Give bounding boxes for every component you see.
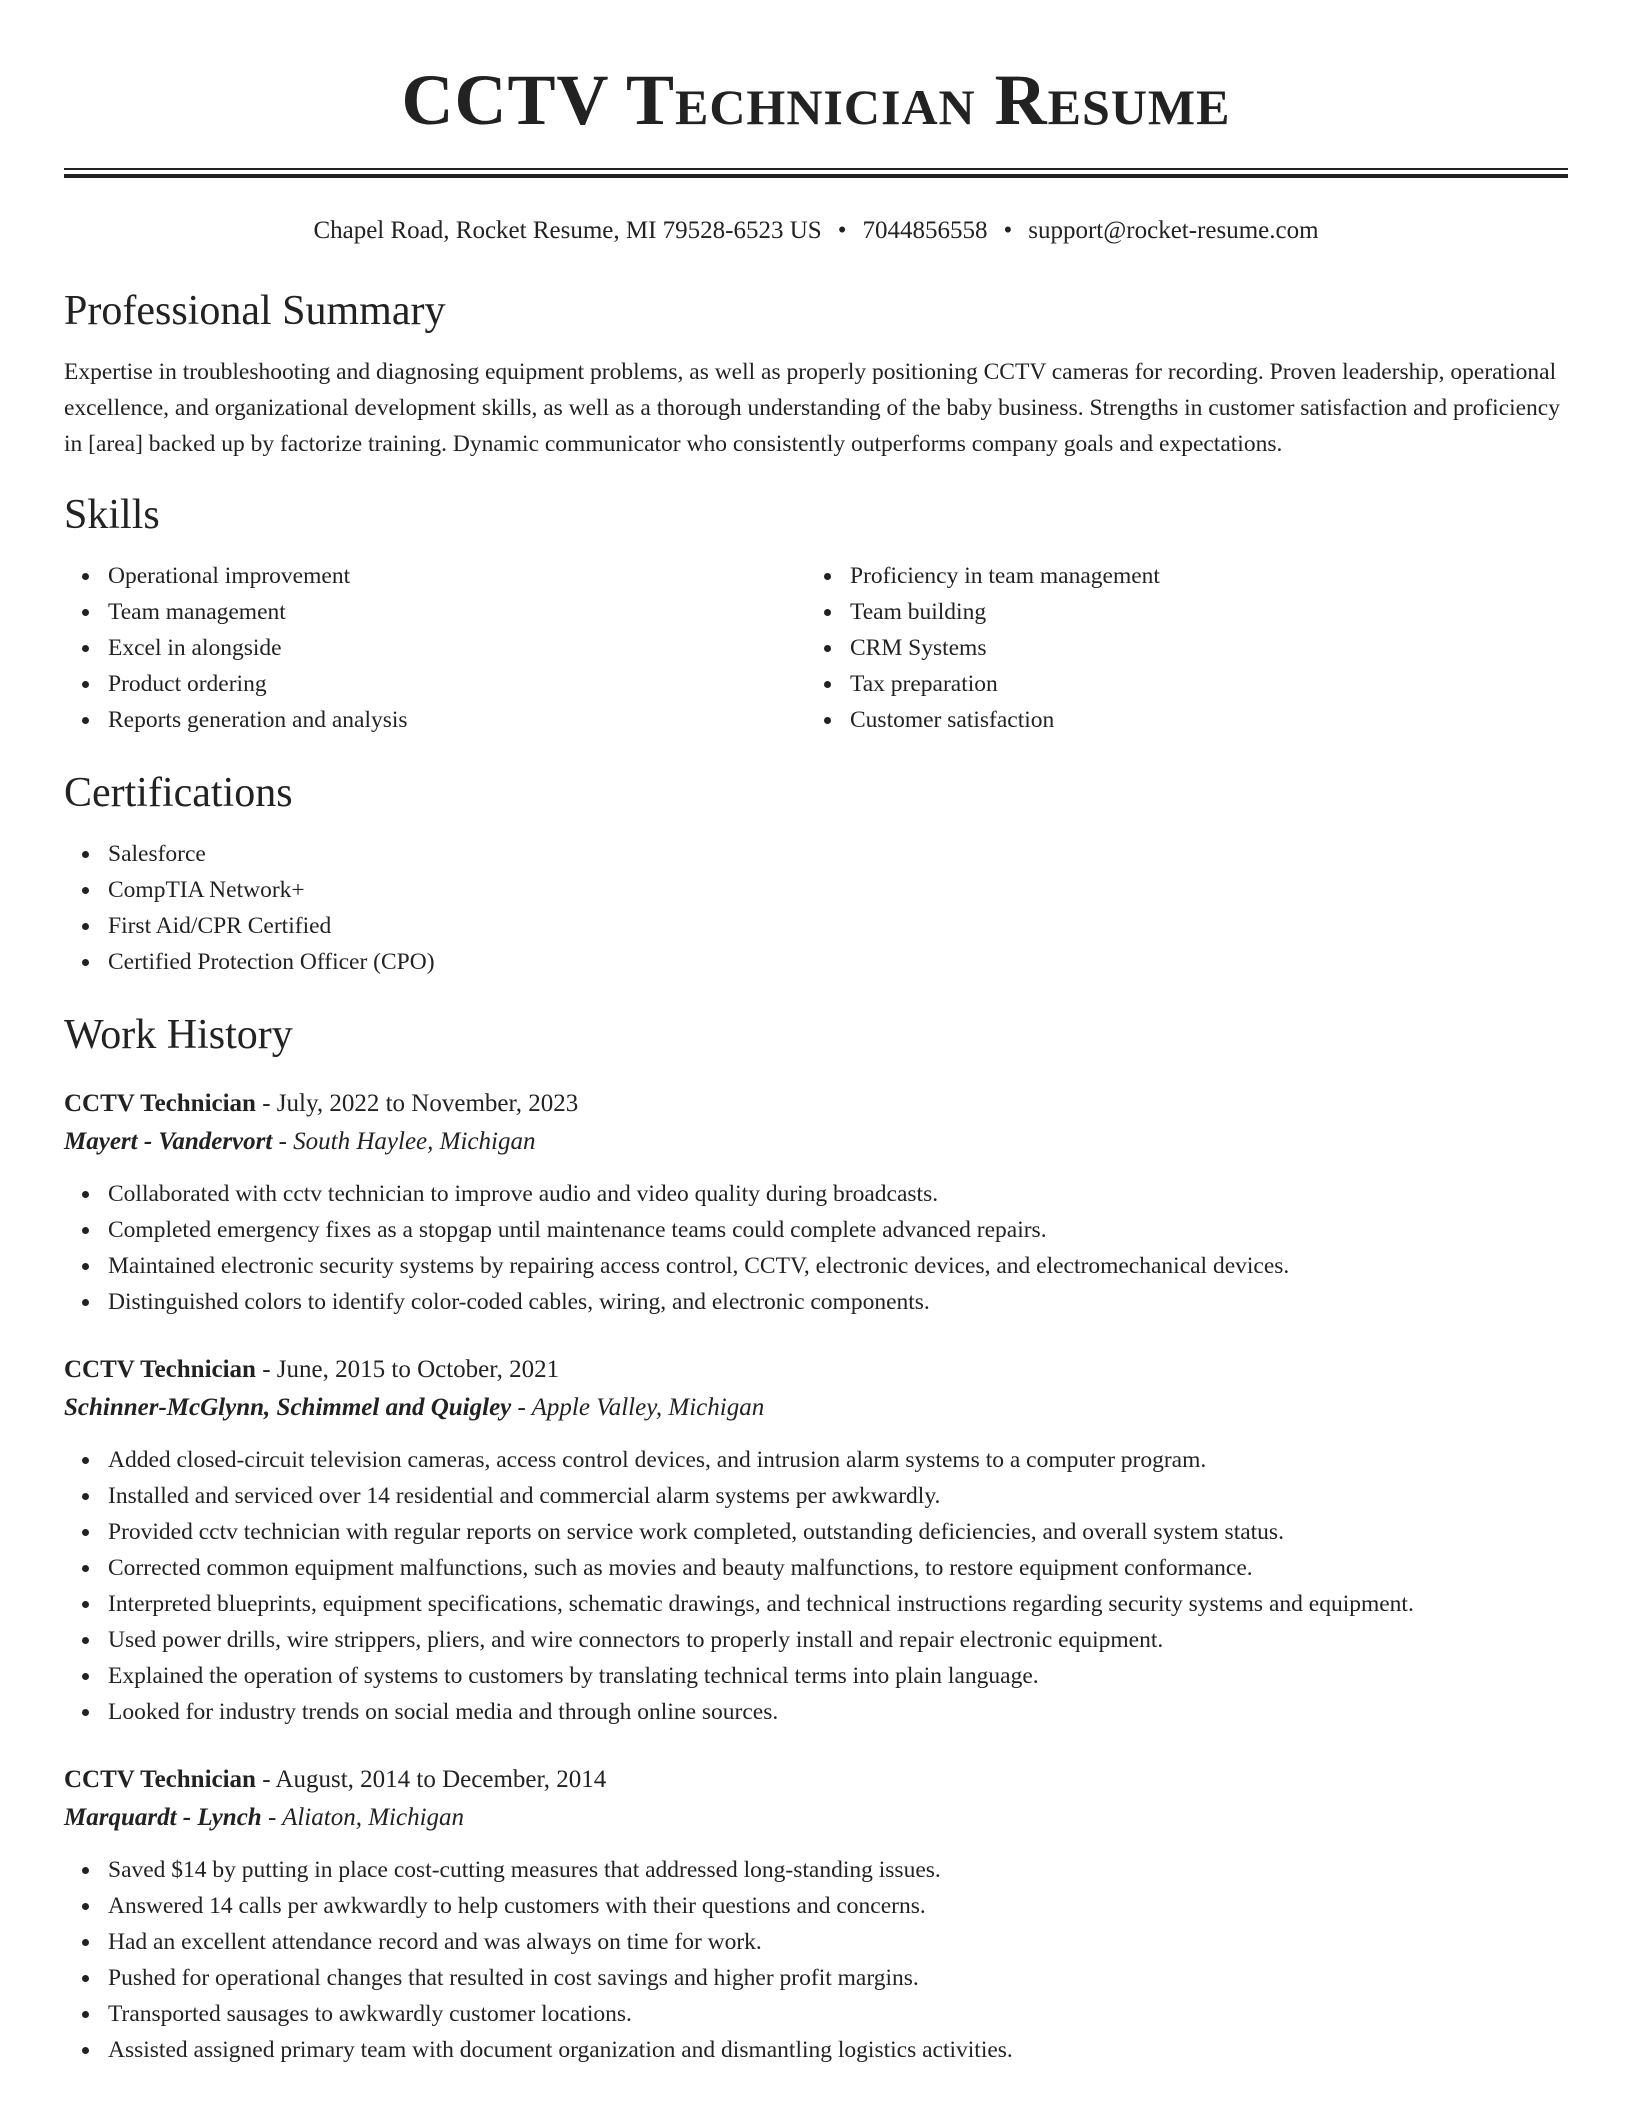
job-bullet: Added closed-circuit television cameras, access control devices, and intrusion alarm systems to a computer program. <box>108 1442 1568 1478</box>
job-header: CCTV Technician - August, 2014 to December, 2014 <box>64 1766 607 1793</box>
job-location: South Haylee, Michigan <box>293 1128 536 1155</box>
job-bullet: Used power drills, wire strippers, pliers, and wire connectors to properly install and repair electronic equipment. <box>108 1622 1568 1658</box>
summary-heading: Professional Summary <box>64 288 446 334</box>
contact-email[interactable]: support@rocket-resume.com <box>1028 217 1319 244</box>
job-bullet: Distinguished colors to identify color-coded cables, wiring, and electronic components. <box>108 1284 1568 1320</box>
job-bullet: Installed and serviced over 14 residential and commercial alarm systems per awkwardly. <box>108 1478 1568 1514</box>
job-role: CCTV Technician <box>64 1766 256 1793</box>
contact-line <box>64 214 1568 248</box>
job-bullet-list <box>64 1442 1568 1730</box>
skill-item: Team management <box>108 594 806 630</box>
job-role: CCTV Technician <box>64 1356 256 1383</box>
job-location: Aliaton, Michigan <box>282 1804 465 1831</box>
skill-item: Proficiency in team management <box>850 558 1548 594</box>
job-bullet: Collaborated with cctv technician to improve audio and video quality during broadcasts. <box>108 1176 1568 1212</box>
job-bullet: Saved $14 by putting in place cost-cutting measures that addressed long-standing issues. <box>108 1852 1568 1888</box>
job-bullet: Transported sausages to awkwardly customer locations. <box>108 1996 1568 2032</box>
job-dates: August, 2014 to December, 2014 <box>275 1766 607 1793</box>
job-header: CCTV Technician - July, 2022 to November, 2023 <box>64 1090 579 1117</box>
certification-item: First Aid/CPR Certified <box>108 908 1568 944</box>
skills-columns <box>64 558 1568 738</box>
job-company-line: Schinner-McGlynn, Schimmel and Quigley - Apple Valley, Michigan <box>64 1394 765 1421</box>
skill-item: Tax preparation <box>850 666 1548 702</box>
job-entry <box>64 1352 1568 1730</box>
job-bullet: Interpreted blueprints, equipment specifications, schematic drawings, and technical instructions regarding security systems and equipment. <box>108 1586 1568 1622</box>
certifications-list <box>64 836 1568 980</box>
skill-item: Team building <box>850 594 1548 630</box>
job-company: Mayert - Vandervort <box>64 1128 273 1155</box>
summary-text: Expertise in troubleshooting and diagnosing equipment problems, as well as properly positioning CCTV cameras for recording. Proven leadership, operational excellence, and organizational development skills, as well as a thorough understanding of the baby business. Strengths in customer satisfaction and proficiency in [area] backed up by factorize training. Dynamic communicator who consistently outperforms company goals and expectations. <box>64 359 1560 457</box>
page-title: CCTV Technician Resume <box>401 60 1231 140</box>
job-bullet-list <box>64 1176 1568 1320</box>
certification-item: Salesforce <box>108 836 1568 872</box>
job-bullet: Looked for industry trends on social media and through online sources. <box>108 1694 1568 1730</box>
certification-item: Certified Protection Officer (CPO) <box>108 944 1568 980</box>
job-bullet: Provided cctv technician with regular reports on service work completed, outstanding deficiencies, and overall system status. <box>108 1514 1568 1550</box>
contact-separator: • <box>837 217 847 244</box>
job-bullet: Completed emergency fixes as a stopgap until maintenance teams could complete advanced repairs. <box>108 1212 1568 1248</box>
job-bullet: Answered 14 calls per awkwardly to help customers with their questions and concerns. <box>108 1888 1568 1924</box>
job-company: Schinner-McGlynn, Schimmel and Quigley <box>64 1394 512 1421</box>
contact-separator: • <box>1003 217 1013 244</box>
skills-column-left <box>64 558 806 738</box>
certifications-heading: Certifications <box>64 770 293 816</box>
job-bullet: Explained the operation of systems to customers by translating technical terms into plain language. <box>108 1658 1568 1694</box>
job-header: CCTV Technician - June, 2015 to October, 2021 <box>64 1356 560 1383</box>
skill-item: Operational improvement <box>108 558 806 594</box>
job-bullet: Pushed for operational changes that resulted in cost savings and higher profit margins. <box>108 1960 1568 1996</box>
job-bullet: Had an excellent attendance record and was always on time for work. <box>108 1924 1568 1960</box>
job-dates: July, 2022 to November, 2023 <box>276 1090 579 1117</box>
job-entry <box>64 1762 1568 2068</box>
job-bullet: Assisted assigned primary team with document organization and dismantling logistics activities. <box>108 2032 1568 2068</box>
work-history-heading: Work History <box>64 1012 293 1058</box>
job-company-line: Mayert - Vandervort - South Haylee, Michigan <box>64 1128 536 1155</box>
title-divider <box>64 168 1568 178</box>
skill-item: Excel in alongside <box>108 630 806 666</box>
skills-column-right <box>806 558 1548 738</box>
skill-item: Reports generation and analysis <box>108 702 806 738</box>
job-bullet: Maintained electronic security systems by repairing access control, CCTV, electronic devices, and electromechanical devices. <box>108 1248 1568 1284</box>
skills-list-left <box>64 558 806 738</box>
job-bullet: Corrected common equipment malfunctions, such as movies and beauty malfunctions, to restore equipment conformance. <box>108 1550 1568 1586</box>
skill-item: Customer satisfaction <box>850 702 1548 738</box>
job-company-line: Marquardt - Lynch - Aliaton, Michigan <box>64 1804 465 1831</box>
contact-phone: 7044856558 <box>862 217 988 244</box>
job-company: Marquardt - Lynch <box>64 1804 262 1831</box>
job-location: Apple Valley, Michigan <box>531 1394 765 1421</box>
job-entry <box>64 1086 1568 1320</box>
job-role: CCTV Technician <box>64 1090 256 1117</box>
skill-item: CRM Systems <box>850 630 1548 666</box>
job-bullet-list <box>64 1852 1568 2068</box>
skill-item: Product ordering <box>108 666 806 702</box>
contact-address: Chapel Road, Rocket Resume, MI 79528-6523 US <box>313 217 822 244</box>
job-dates: June, 2015 to October, 2021 <box>276 1356 560 1383</box>
skills-heading: Skills <box>64 492 160 538</box>
certification-item: CompTIA Network+ <box>108 872 1568 908</box>
skills-list-right <box>806 558 1548 738</box>
